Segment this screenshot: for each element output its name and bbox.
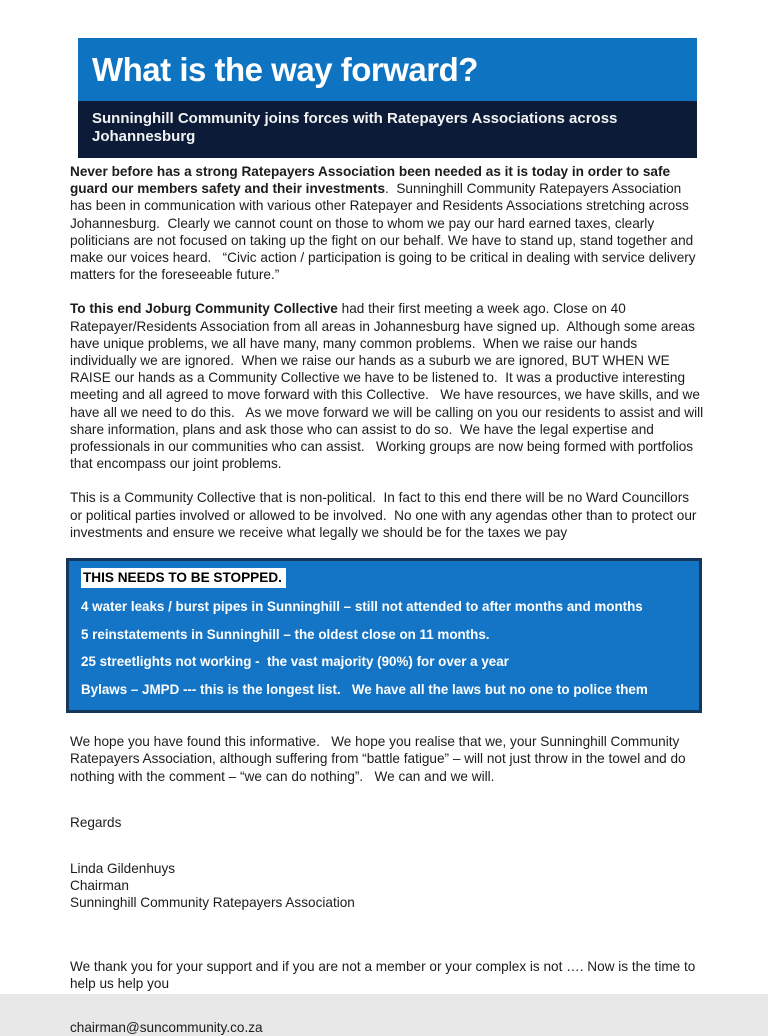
alert-box	[66, 558, 702, 713]
page-title: What is the way forward?	[92, 50, 478, 88]
paragraph-1-text: . Sunninghill Community Ratepayers Association has been in communication with various other Ratepayer and Residents Associations stretching across Johannesburg. Clearly we cannot count on those to whom we pay our hard earned taxes, clearly politicians are not focused on taking up the fight on our behalf. We have to stand up, stand together and make our voices heard. “Civic action / participation is going to be critical in dealing with service delivery matters for the foreseeable future.”	[70, 181, 700, 283]
regards-line: Regards	[70, 814, 122, 830]
body-paragraph-3	[70, 489, 704, 541]
alert-item-bylaws: Bylaws – JMPD --- this is the longest list. We have all the laws but no one to police them	[81, 681, 648, 697]
page-header	[78, 38, 697, 158]
subtitle-band	[78, 101, 697, 158]
closing-paragraph: We hope you have found this informative. We hope you realise that we, your Sunninghill Community Ratepayers Association, although suffering from “battle fatigue” – will not just throw in the towel and do nothing with the comment – “we can do nothing”. We can and we will.	[70, 734, 690, 784]
body-paragraph-2	[70, 300, 707, 472]
body-paragraph-1	[70, 163, 704, 283]
signature-org: Sunninghill Community Ratepayers Association	[70, 895, 355, 911]
title-band	[78, 38, 697, 101]
email-address: chairman@suncommunity.co.za	[70, 1020, 263, 1036]
signature-block	[70, 860, 704, 912]
signature-name: Linda Gildenhuys	[70, 861, 176, 877]
signature-title: Chairman	[70, 878, 129, 894]
document-body	[70, 163, 707, 1036]
alert-item-water-leaks: 4 water leaks / burst pipes in Sunninghill – still not attended to after months and months	[81, 599, 643, 615]
thanks-note: We thank you for your support and if you are not a member or your complex is not …. Now is the time to help us help you	[70, 958, 700, 991]
alert-heading: THIS NEEDS TO BE STOPPED.	[81, 568, 286, 588]
paragraph-2-bold-lead: To this end Joburg Community Collective	[70, 301, 338, 317]
alert-item-streetlights: 25 streetlights not working - the vast majority (90%) for over a year	[81, 654, 509, 670]
page-subtitle: Sunninghill Community joins forces with Ratepayers Associations across Johannesburg	[92, 110, 618, 145]
paragraph-1-bold-lead: Never before has a strong Ratepayers Association been needed as it is today in order to safe guard our members safety and their investments	[70, 164, 674, 197]
paragraph-3-text: This is a Community Collective that is non-political. In fact to this end there will be no Ward Councillors or political parties involved or allowed to be involved. No one with any agendas other than to protect our investments and ensure we receive what legally we should be for the taxes we pay	[70, 490, 701, 540]
alert-item-reinstatements: 5 reinstatements in Sunninghill – the oldest close on 11 months.	[81, 626, 490, 642]
paragraph-2-text: had their first meeting a week ago. Close on 40 Ratepayer/Residents Association from all areas in Johannesburg have signed up. Although some areas have unique problems, we all have many, many common problems. When we raise our hands individually we are ignored. When we raise our hands as a suburb we are ignored, BUT WHEN WE RAISE our hands as a Community Collective we have to be listened to. It was a productive interesting meeting and all agreed to move forward with this Collective. We have resources, we have skills, and we have all we need to do this. As we move forward we will be calling on you our residents to assist and will share information, plans and ask those who can assist to do so. We have the legal expertise and professionals in our communities who can assist. Working groups are now being formed with portfolios that encompass our joint problems.	[70, 301, 707, 472]
